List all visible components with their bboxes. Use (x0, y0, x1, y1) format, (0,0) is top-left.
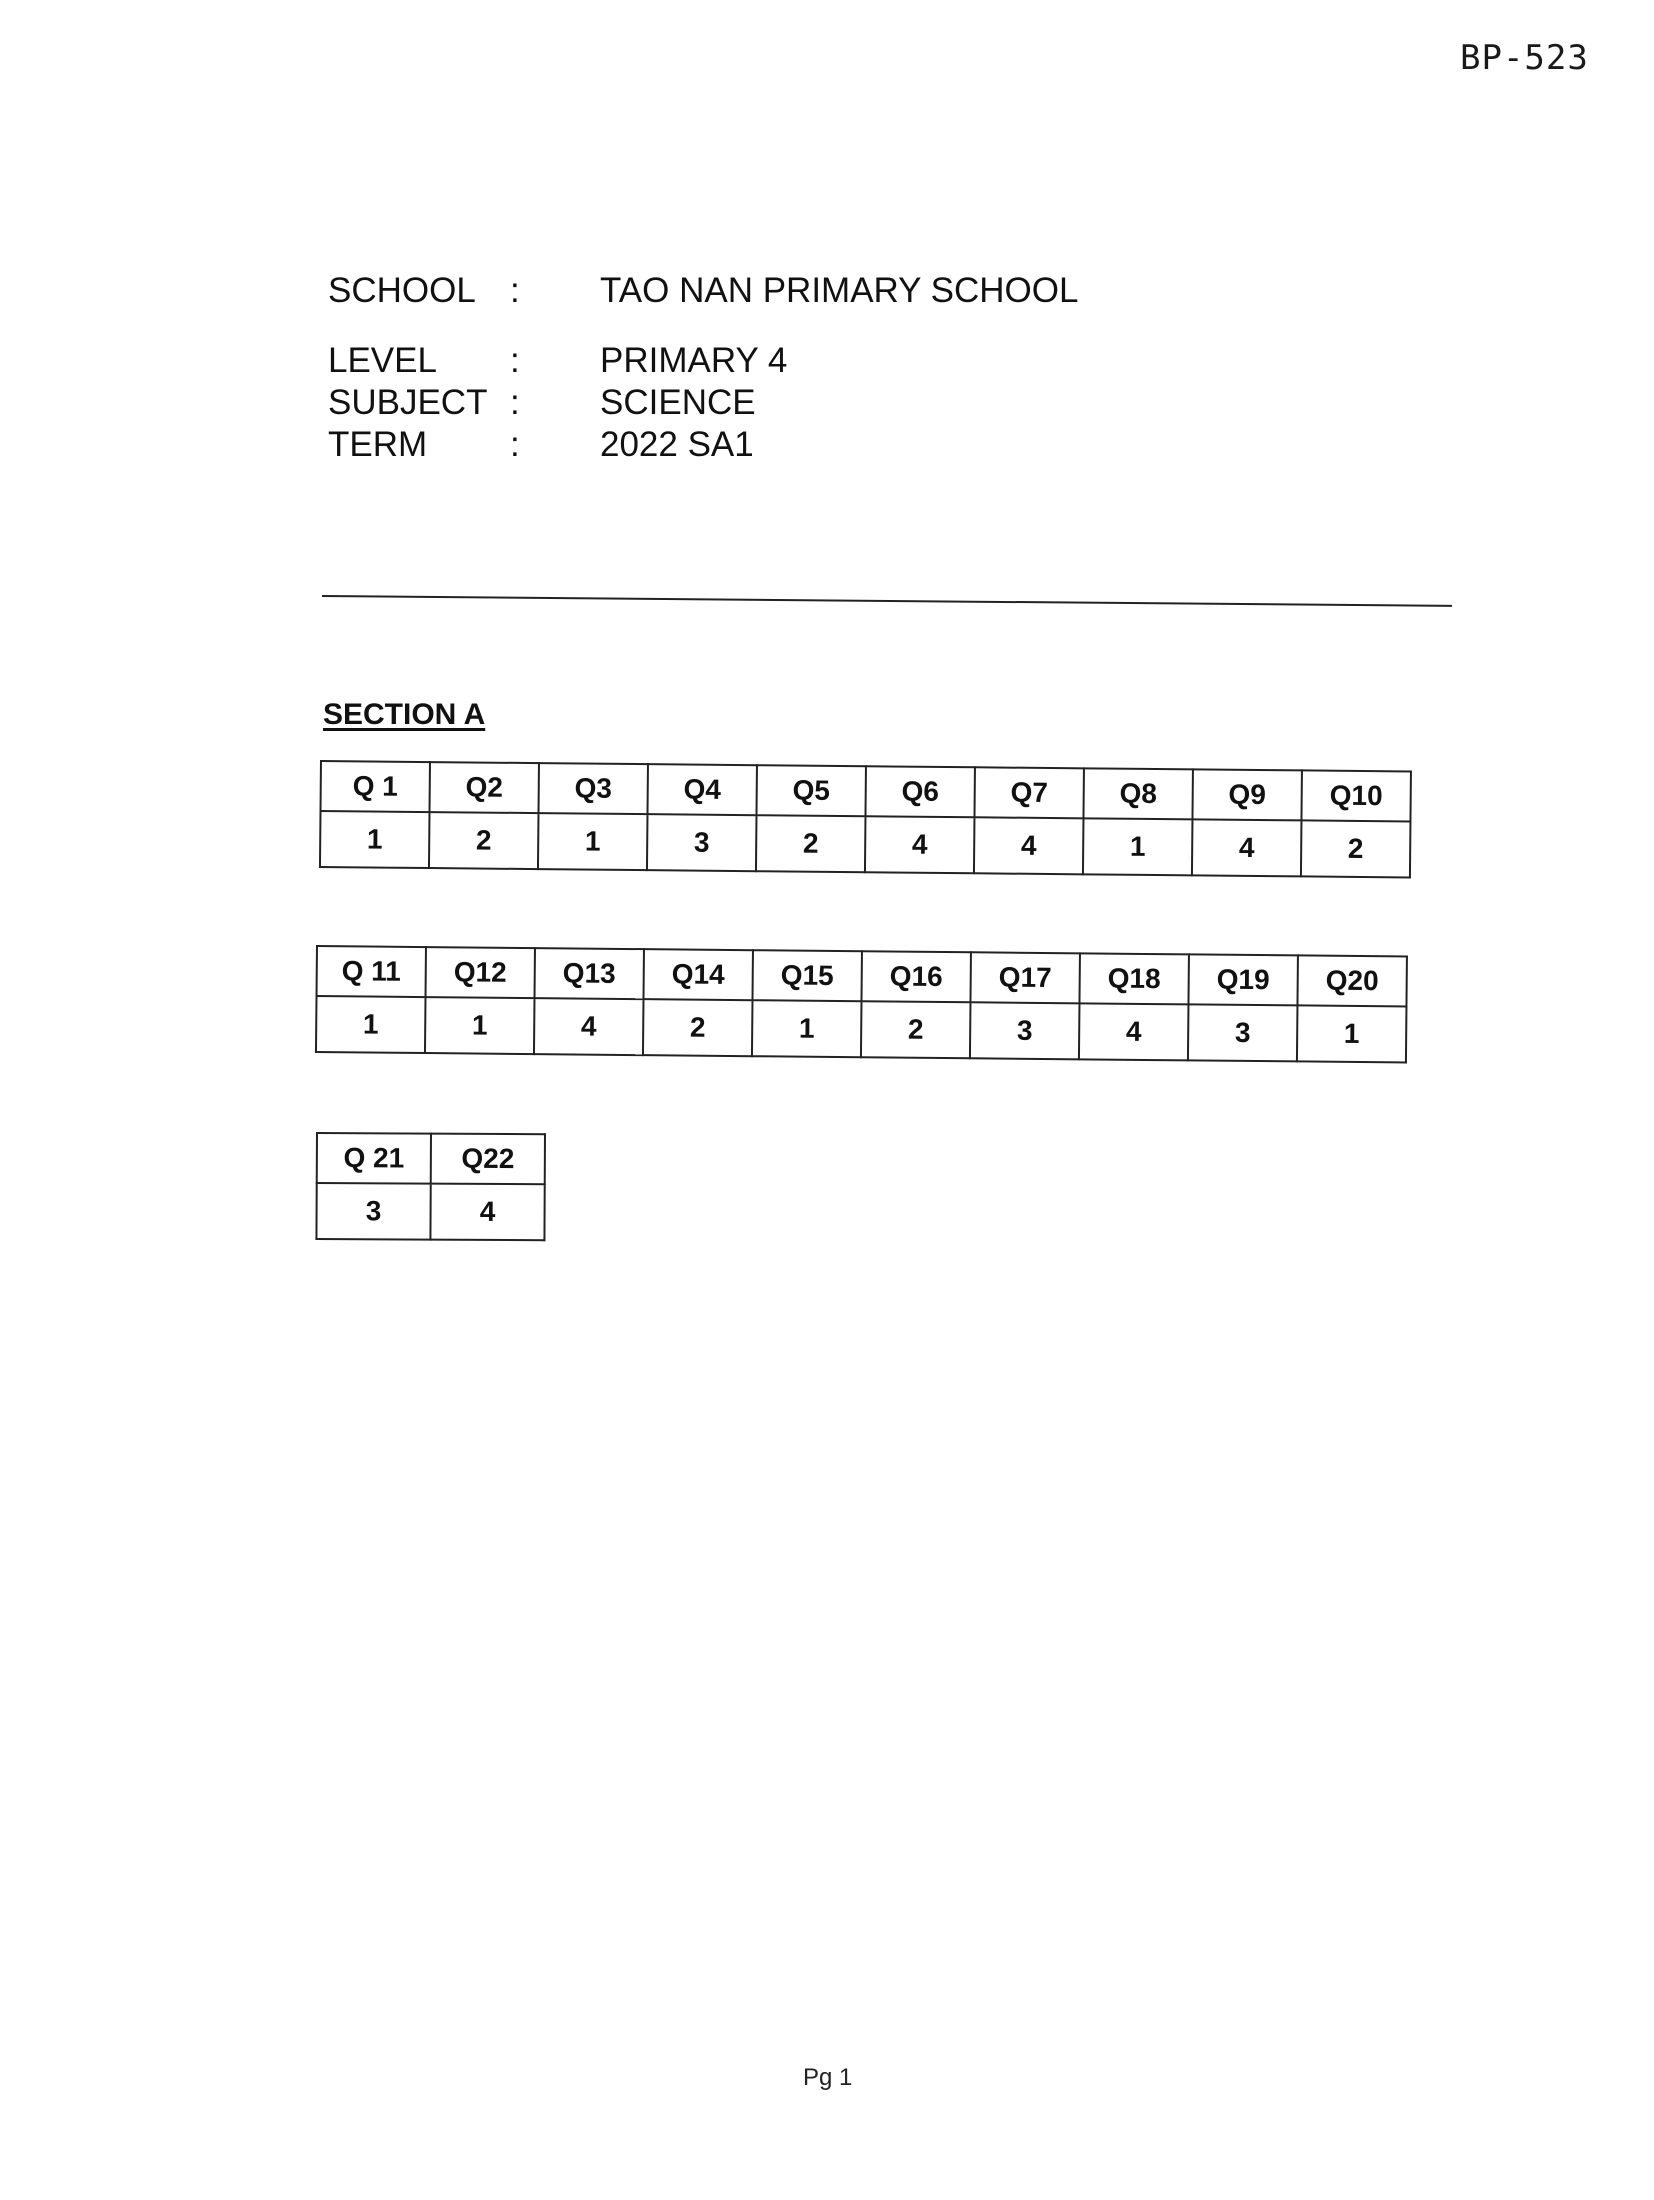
answer-cell: 2 (643, 999, 753, 1056)
question-cell: Q8 (1083, 768, 1192, 819)
question-cell: Q12 (426, 947, 535, 998)
answer-cell: 3 (647, 814, 757, 871)
answer-cell: 4 (1192, 819, 1302, 876)
question-cell: Q17 (970, 952, 1079, 1003)
level-label: LEVEL (328, 341, 437, 380)
colon: : (510, 383, 520, 422)
answer-cell: 4 (865, 816, 975, 873)
answer-cell: 2 (861, 1001, 971, 1058)
question-cell: Q 1 (321, 761, 430, 812)
answer-cell: 4 (974, 817, 1084, 874)
answer-cell: 1 (1297, 1005, 1407, 1062)
question-cell: Q3 (539, 763, 648, 814)
question-cell: Q6 (865, 766, 974, 817)
question-cell: Q18 (1079, 953, 1188, 1004)
answer-cell: 3 (970, 1002, 1080, 1059)
document-code: BP-523 (1460, 38, 1589, 78)
term-label: TERM (328, 425, 428, 464)
answer-cell: 4 (534, 998, 644, 1055)
answer-table-3 (315, 1132, 546, 1241)
answer-row (316, 1183, 544, 1240)
answer-cell: 1 (538, 813, 648, 870)
question-cell: Q10 (1301, 770, 1410, 821)
answer-cell: 1 (1083, 818, 1193, 875)
colon: : (510, 271, 520, 310)
answer-cell: 3 (1188, 1004, 1298, 1061)
question-cell: Q20 (1297, 955, 1406, 1006)
answer-cell: 2 (429, 812, 539, 869)
question-cell: Q4 (647, 764, 756, 815)
question-cell: Q13 (535, 948, 644, 999)
horizontal-rule (322, 595, 1452, 607)
question-cell: Q 11 (317, 946, 426, 997)
question-cell: Q22 (431, 1134, 545, 1185)
school-label: SCHOOL (328, 271, 476, 310)
answer-cell: 2 (1301, 820, 1411, 877)
answer-cell: 1 (320, 811, 430, 868)
answer-cell: 2 (756, 815, 866, 872)
question-cell: Q19 (1188, 954, 1297, 1005)
colon: : (510, 425, 520, 464)
colon: : (510, 341, 520, 380)
subject-value: SCIENCE (600, 383, 756, 422)
page-number: Pg 1 (803, 2064, 853, 2091)
question-cell: Q5 (756, 765, 865, 816)
answer-table-1 (319, 760, 1412, 878)
answer-table-2 (315, 945, 1408, 1063)
level-value: PRIMARY 4 (600, 341, 788, 380)
school-value: TAO NAN PRIMARY SCHOOL (600, 271, 1079, 310)
answer-cell: 4 (1079, 1003, 1189, 1060)
question-cell: Q9 (1192, 769, 1301, 820)
question-cell: Q7 (974, 767, 1083, 818)
answer-cell: 1 (316, 996, 426, 1053)
question-row (317, 1133, 545, 1184)
section-title: SECTION A (323, 698, 486, 731)
question-cell: Q2 (430, 762, 539, 813)
question-cell: Q14 (643, 949, 752, 1000)
answer-cell: 3 (316, 1183, 430, 1240)
subject-label: SUBJECT (328, 383, 488, 422)
answer-cell: 1 (425, 997, 535, 1054)
answer-cell: 4 (430, 1184, 544, 1241)
answer-cell: 1 (752, 1000, 862, 1057)
question-cell: Q 21 (317, 1133, 431, 1184)
answer-row (320, 811, 1410, 877)
answer-row (316, 996, 1406, 1062)
question-cell: Q15 (752, 950, 861, 1001)
term-value: 2022 SA1 (600, 425, 754, 464)
question-cell: Q16 (861, 951, 970, 1002)
